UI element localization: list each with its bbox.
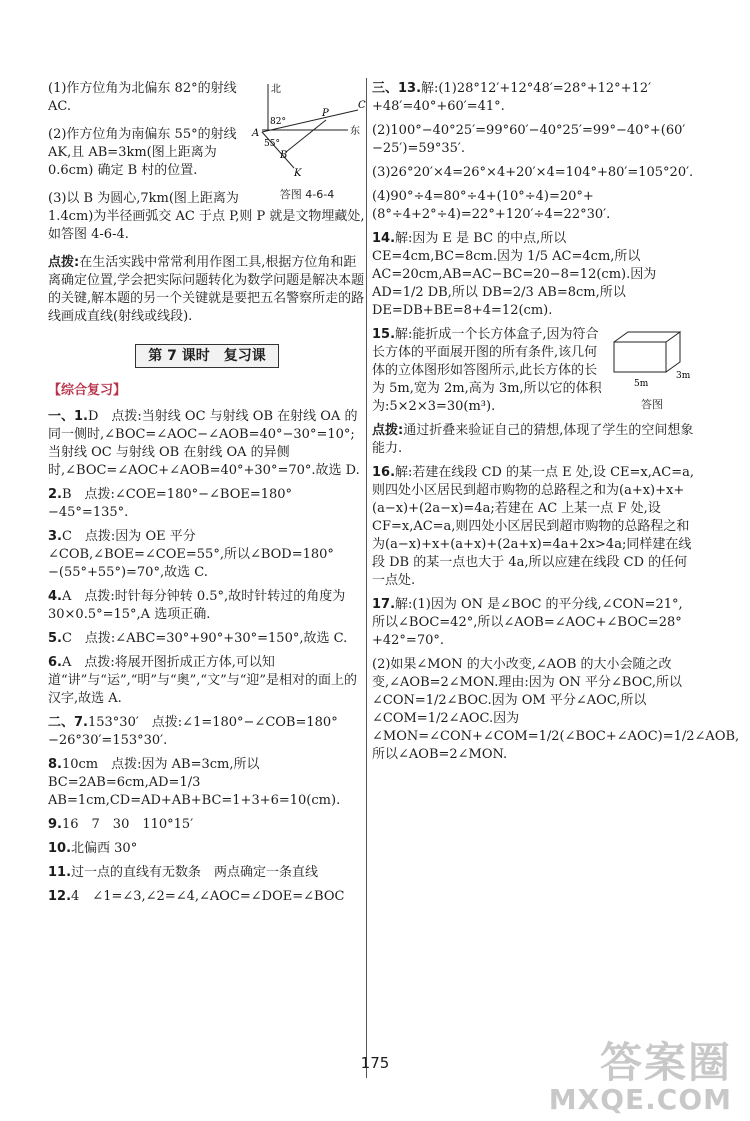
- answer-item: [48, 714, 366, 750]
- figure-direction: [248, 80, 366, 204]
- item-num: 4.: [48, 589, 62, 604]
- answer-item: [48, 840, 366, 858]
- item-num: 二、7.: [48, 715, 88, 730]
- item-text: 解:因为 E 是 BC 的中点,所以 CE=4cm,BC=8cm.因为 1/5 AC=4cm,所以 AC=20cm,AB=AC−BC=20−8=12(cm).因为 AD=1/2 DB,所以 DB=2/3 AB=8cm,所以 DE=DB+BE=8+4=12(cm).: [372, 231, 657, 318]
- item-num: 8.: [48, 757, 62, 772]
- label-b: B: [280, 150, 288, 161]
- label-north: 北: [271, 84, 281, 95]
- item-text: C 点拨:因为 OE 平分∠COB,∠BOE=∠COE=55°,所以∠BOD=180°−(55°+55°)=70°,故选 C.: [48, 529, 334, 580]
- label-east: 东: [350, 126, 360, 137]
- item-text: B 点拨:∠COE=180°−∠BOE=180°−45°=135°.: [48, 487, 293, 520]
- answer-item: [372, 596, 694, 650]
- item-text: A 点拨:将展开图折成正方体,可以知道“讲”与“运”,“明”与“奥”,“文”与“迎”是相对的面上的汉字,故选 A.: [48, 655, 358, 706]
- lesson-title: [48, 344, 366, 368]
- answer-item: [48, 486, 366, 522]
- box-diagram: [610, 326, 694, 390]
- paragraph: (1)作方位角为北偏东 82°的射线 AC.: [48, 81, 237, 114]
- direction-diagram: [248, 80, 366, 180]
- item-num: 3.: [48, 529, 62, 544]
- item-num: 11.: [48, 865, 72, 880]
- item-num: 15.: [372, 327, 396, 342]
- label-p: P: [322, 108, 329, 119]
- item-num: 10.: [48, 841, 72, 856]
- answer-item: [48, 588, 366, 624]
- item-num: 16.: [372, 465, 396, 480]
- item-text: (3)26°20′×4=26°×4+20′×4=104°+80′=105°20′.: [372, 165, 694, 180]
- label-length: 5m: [634, 379, 649, 389]
- item-text: D 点拨:当射线 OC 与射线 OB 在射线 OA 的同一侧时,∠BOC=∠AOC−∠AOB=40°−30°=10°;当射线 OC 与射线 OB 在射线 OA 的异侧时,∠BOC=∠AOC+∠AOB=40°+30°=70°.故选 D.: [48, 409, 360, 478]
- hint-paragraph: [372, 422, 694, 458]
- item-num: 5.: [48, 631, 62, 646]
- answer-item: [372, 656, 740, 764]
- answer-item: [48, 756, 366, 810]
- section-label: 【综合复习】: [48, 383, 127, 398]
- item-num: 9.: [48, 817, 62, 832]
- left-column: [48, 80, 366, 912]
- label-height: 3m: [676, 371, 691, 381]
- answer-item: [372, 188, 694, 224]
- item-text: (4)90°÷4=80°÷4+(10°÷4)=20°+(8°÷4+2°÷4)=22°+120′÷4=22°30′.: [372, 189, 611, 222]
- watermark: [548, 1038, 732, 1116]
- answer-item: [48, 654, 366, 708]
- paragraph: (2)作方位角为南偏东 55°的射线 AK,且 AB=3km(图上距离为0.6cm) 确定 B 村的位置.: [48, 127, 237, 178]
- item-text: (2)100°−40°25′=99°60′−40°25′=99°−40°+(60′−25′)=59°35′.: [372, 123, 686, 156]
- item-text: A 点拨:时针每分钟转 0.5°,故时针转过的角度为 30×0.5°=15°,A 选项正确.: [48, 589, 346, 622]
- item-num: 17.: [372, 597, 396, 612]
- figure-caption: 答图 4-6-4: [279, 188, 335, 201]
- label-angle-82: 82°: [270, 117, 286, 127]
- item-text: 过一点的直线有无数条 两点确定一条直线: [71, 865, 319, 880]
- figure-box: [610, 326, 694, 414]
- item-num: 12.: [48, 889, 72, 904]
- label-c: C: [358, 100, 366, 111]
- hint-paragraph: [48, 254, 366, 326]
- answer-item: [48, 528, 366, 582]
- answer-item: [372, 164, 694, 182]
- item-text: 解:若建在线段 CD 的某一点 E 处,设 CE=x,AC=a,则四处小区居民到超市购物的总路程之和为(a+x)+x+(a−x)+(2a−x)=4a;若建在 AC 上某一点 F 处,设 CF=x,AC=a,则四处小区居民到超市购物的总路程之和为(a−x)+x+(a+x)+(2a+x)=4a+2x>4a;同样建在线段 DB 的某一点也大于 4a,所以应建在线段 CD 的任何一点处.: [372, 465, 694, 588]
- answer-item: [48, 888, 366, 906]
- answer-item: [372, 464, 694, 590]
- paragraph: (3)以 B 为圆心,7km(图上距离为 1.4cm)为半径画弧交 AC 于点 P,则 P 就是文物埋藏处,如答图 4-6-4.: [48, 191, 365, 242]
- answer-item: [372, 80, 694, 116]
- item-text: 北偏西 30°: [71, 841, 138, 856]
- item-text: 4 ∠1=∠3,∠2=∠4,∠AOC=∠DOE=∠BOC: [71, 889, 345, 904]
- answer-item: [48, 816, 366, 834]
- item-num: 一、1.: [48, 409, 88, 424]
- label-a: A: [252, 128, 260, 139]
- answer-item: [372, 122, 694, 158]
- right-column: [372, 80, 740, 770]
- watermark-line1: 答案圈: [599, 1038, 732, 1087]
- lesson-title-text: 第 7 课时 复习课: [135, 344, 279, 368]
- item-text: 16 7 30 110°15′: [61, 817, 194, 832]
- answer-item: [48, 630, 366, 648]
- item-text: 解:(1)28°12′+12°48′=28°+12°+12′+48′=40°+60′=41°.: [372, 81, 652, 114]
- item-text: C 点拨:∠ABC=30°+90°+30°=150°,故选 C.: [61, 631, 348, 646]
- hint-label: 点拨:: [48, 255, 80, 270]
- label-angle-55: 55°: [264, 139, 280, 149]
- column-divider: [366, 78, 367, 1078]
- answer-item: [48, 408, 366, 480]
- item-text: 10cm 点拨:因为 AB=3cm,所以 BC=2AB=6cm,AD=1/3 AB=1cm,CD=AD+AB+BC=1+3+6=10(cm).: [48, 757, 341, 808]
- figure-caption: 答图: [641, 398, 663, 411]
- answer-item: [372, 230, 694, 320]
- item-text: 解:能折成一个长方体盒子,因为符合长方体的平面展开图的所有条件,该几何体的立体图形如答图所示,此长方体的长为 5m,宽为 2m,高为 3m,所以它的体积为:5×2×3=30(m³).: [372, 327, 602, 414]
- item-num: 6.: [48, 655, 62, 670]
- label-k: K: [294, 168, 302, 179]
- watermark-line2: MXQE.COM: [548, 1083, 732, 1116]
- hint-label: 点拨:: [372, 423, 404, 438]
- page-number: 175: [360, 1054, 390, 1072]
- item-num: 2.: [48, 487, 62, 502]
- answer-item: [48, 864, 366, 882]
- item-text: 解:(1)因为 ON 是∠BOC 的平分线,∠CON=21°,所以∠BOC=42°,所以∠AOB=∠AOC+∠BOC=28°+42°=70°.: [372, 597, 683, 648]
- item-text: (2)如果∠MON 的大小改变,∠AOB 的大小会随之改变,∠AOB=2∠MON.理由:因为 ON 平分∠BOC,所以∠CON=1/2∠BOC.因为 OM 平分∠AOC,所以∠COM=1/2∠AOC.因为∠MON=∠CON+∠COM=1/2(∠BOC+∠AOC)=1/2∠AOB,所以∠AOB=2∠MON.: [372, 657, 740, 762]
- item-text: 153°30′ 点拨:∠1=180°−∠COB=180°−26°30′=153°30′.: [48, 715, 338, 748]
- hint-text: 通过折叠来验证自己的猜想,体现了学生的空间想象能力.: [372, 423, 694, 456]
- item-num: 14.: [372, 231, 396, 246]
- item-num: 三、13.: [372, 81, 422, 96]
- hint-text: 在生活实践中常常利用作图工具,根据方位角和距离确定位置,学会把实际问题转化为数学问题是解决本题的关键,解本题的另一个关键就是要把五名警察所走的路线画成直线(射线或线段).: [48, 255, 365, 324]
